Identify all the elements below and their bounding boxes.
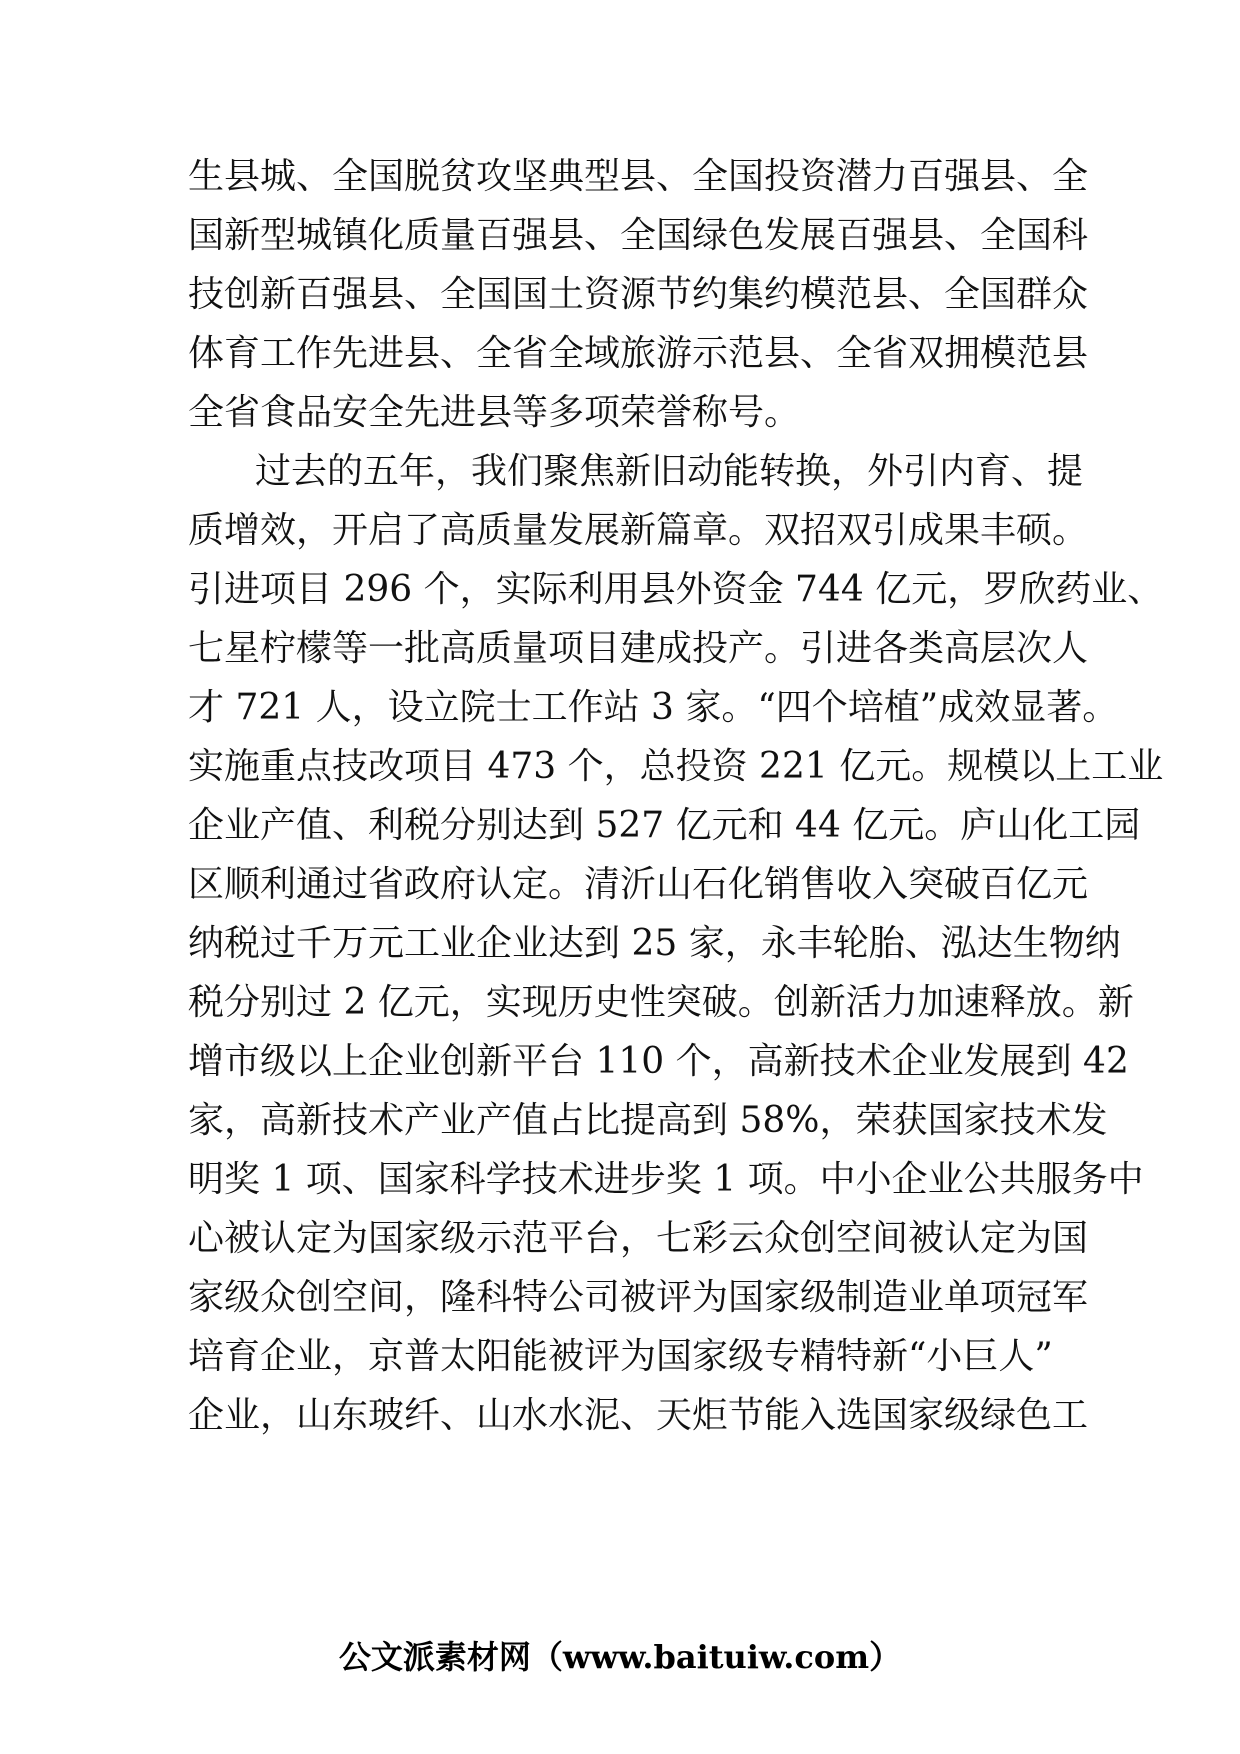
body-line: 增市级以上企业创新平台 110 个，高新技术企业发展到 42 <box>188 1041 1129 1082</box>
body-line: 家，高新技术产业产值占比提高到 58%，荣获国家技术发 <box>188 1100 1108 1141</box>
body-line: 技创新百强县、全国国土资源节约集约模范县、全国群众 <box>188 274 1089 315</box>
body-line: 七星柠檬等一批高质量项目建成投产。引进各类高层次人 <box>188 628 1089 669</box>
body-line: 培育企业，京普太阳能被评为国家级专精特新“小巨人” <box>188 1336 1053 1377</box>
page-footer: 公文派素材网（www.baituiw.com） <box>338 1638 902 1676</box>
body-line: 全省食品安全先进县等多项荣誉称号。 <box>188 392 801 433</box>
body-line: 实施重点技改项目 473 个，总投资 221 亿元。规模以上工业 <box>188 746 1164 787</box>
body-line: 纳税过千万元工业企业达到 25 家，永丰轮胎、泓达生物纳 <box>188 923 1121 964</box>
body-line: 体育工作先进县、全省全域旅游示范县、全省双拥模范县 <box>188 333 1089 374</box>
body-line: 生县城、全国脱贫攻坚典型县、全国投资潜力百强县、全 <box>188 156 1089 197</box>
body-line: 国新型城镇化质量百强县、全国绿色发展百强县、全国科 <box>188 215 1089 256</box>
body-line: 引进项目 296 个，实际利用县外资金 744 亿元，罗欣药业、 <box>188 569 1164 610</box>
body-line: 才 721 人，设立院士工作站 3 家。“四个培植”成效显著。 <box>188 687 1119 728</box>
body-line: 区顺利通过省政府认定。清沂山石化销售收入突破百亿元 <box>188 864 1089 905</box>
body-line: 质增效，开启了高质量发展新篇章。双招双引成果丰硕。 <box>188 510 1089 551</box>
body-line: 企业产值、利税分别达到 527 亿元和 44 亿元。庐山化工园 <box>188 805 1141 846</box>
body-line: 企业，山东玻纤、山水水泥、天炬节能入选国家级绿色工 <box>188 1395 1089 1436</box>
body-line: 税分别过 2 亿元，实现历史性突破。创新活力加速释放。新 <box>188 982 1134 1023</box>
body-line: 明奖 1 项、国家科学技术进步奖 1 项。中小企业公共服务中 <box>188 1159 1144 1200</box>
paragraph-first-line: 过去的五年，我们聚焦新旧动能转换，外引内育、提 <box>255 451 1084 492</box>
body-line: 家级众创空间，隆科特公司被评为国家级制造业单项冠军 <box>188 1277 1089 1318</box>
body-line: 心被认定为国家级示范平台，七彩云众创空间被认定为国 <box>188 1218 1089 1259</box>
